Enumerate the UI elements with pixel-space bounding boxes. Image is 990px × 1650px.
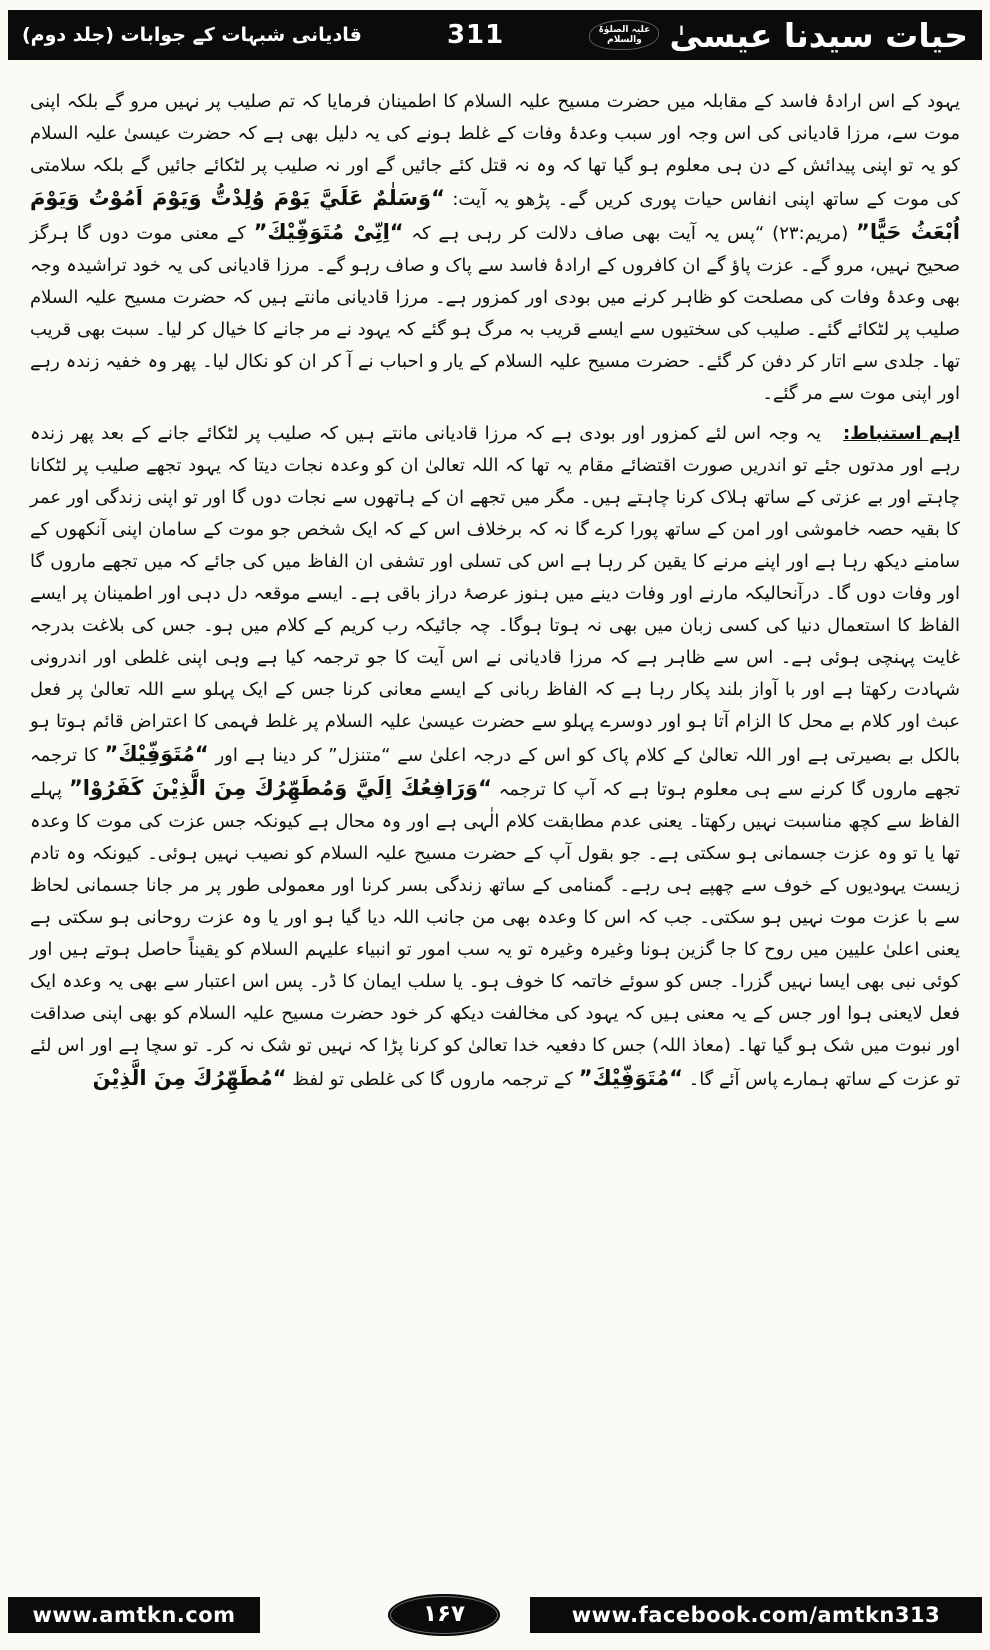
book-title-group [589, 15, 968, 55]
page-footer [0, 1594, 990, 1636]
page-number-top: 311 [446, 20, 505, 50]
paragraph-heading: اہم استنباط: [843, 423, 961, 444]
body-paragraph [30, 86, 960, 410]
page-number-bottom: ۱۶۷ [388, 1594, 500, 1636]
book-title: حیات سیدنا عیسیٰ [669, 15, 968, 55]
body-text-segment: کا ترجمہ تجھے ماروں گا کرنے سے ہی معلوم ہوتا ہے کہ آپ کا ترجمہ [30, 745, 960, 800]
quran-verse: “مُطَهِّرُكَ مِنَ الَّذِيْنَ [92, 1066, 287, 1090]
body-text-segment: پہلے الفاظ سے کچھ مناسبت نہیں رکھتا۔ یعنی عدم مطابقت کلام الٰہی ہے اور وہ محال ہے کیونکہ جس عزت کی موت کا وعدہ تھا یا تو وہ عزت جسمانی ہو سکتی ہے۔ جو بقول آپ کے حضرت مسیح علیہ السلام کو نصیب نہیں ہوئی۔ کیونکہ وہ تادم زیست یہودیوں کے خوف سے چھپے ہی رہے۔ گمنامی کے ساتھ زندگی بسر کرنا اور معمولی طور پر مر جانا جسمانی لحاظ سے با عزت موت نہیں ہو سکتی۔ جب کہ اس کا وعدہ بھی من جانب اللہ دیا گیا ہو اور یا وہ عزت روحانی ہو سکتی ہے یعنی اعلیٰ علیین میں روح کا جا گزین ہونا وغیرہ وغیرہ تو یہ سب امور تو انبیاء علیہم السلام کو یقیناً حاصل ہوتے ہیں اور کوئی نبی بھی ایسا نہیں گزرا۔ جس کو سوئے خاتمہ کا خوف ہو۔ یا سلب ایمان کا ڈر۔ پس اس اعتبار سے بھی یہ وعدہ ایک فعل لایعنی ہوا اور جس کے یہ معنی ہیں کہ یہود کی مخالفت دیکھ کر خود حضرت مسیح علیہ السلام کو بھی اپنی صداقت اور نبوت میں شک ہو گیا تھا۔ (معاذ اللہ) جس کا دفعیہ خدا تعالیٰ کو کرنا پڑا کہ نہیں تو شک نہ کر۔ تو سچا ہے اور اس لئے تو عزت کے ساتھ ہمارے پاس آئے گا۔ [30, 779, 960, 1090]
body-paragraph [30, 418, 960, 1096]
body-text-segment: (مریم:۲۳) “پس یہ آیت بھی صاف دلالت کر رہی ہے کہ [403, 223, 857, 244]
quran-verse: “اِنِّیْ مُتَوَفِّيْكَ” [253, 220, 404, 244]
book-subtitle: قادیانی شبہات کے جوابات (جلد دوم) [22, 24, 362, 46]
quran-verse: “وَسَلٰمٌ عَلَيَّ يَوْمَ وُلِدْتُّ وَيَوْمَ اَمُوْتُ وَيَوْمَ اُبْعَثُ حَيًّا” [30, 186, 960, 244]
page-header [8, 10, 982, 60]
body-text-segment: کے معنی موت دوں گا ہرگز صحیح نہیں، مرو گے۔ عزت پاؤ گے ان کافروں کے ارادۂ فاسد سے پاک و صاف رہو گے۔ مرزا قادیانی کی یہ خود تراشیدہ وجہ بھی وعدۂ وفات کی مصلحت کو ظاہر کرنے میں بودی اور کمزور ہے۔ مرزا قادیانی مانتے ہیں کہ حضرت مسیح علیہ السلام صلیب پر لٹکائے گئے۔ صلیب کی سختیوں سے ایسے قریب بہ مرگ ہو گئے کہ یہود نے مر جانے کا خیال کر لیا۔ سبت بھی قریب تھا۔ جلدی سے اتار کر دفن کر گئے۔ حضرت مسیح علیہ السلام کے یار و احباب نے آ کر ان کو نکال لیا۔ پھر وہ خفیہ زندہ رہے اور اپنی موت سے مر گئے۔ [30, 223, 960, 404]
body-text-segment: کے ترجمہ ماروں گا کی غلطی تو لفظ [286, 1069, 579, 1090]
salawat-seal-icon: علیہ الصلوٰۃ والسلام [589, 20, 659, 51]
website-url[interactable]: www.amtkn.com [8, 1597, 260, 1633]
body-text-segment: یہ وجہ اس لئے کمزور اور بودی ہے کہ مرزا قادیانی مانتے ہیں کہ صلیب پر لٹکائے جانے کے بعد پھر زندہ رہے اور مدتوں جئے تو اندریں صورت اقتضائے مقام یہ تھا کہ اللہ تعالیٰ ان کو وعدہ نجات دیتا کہ یہود تجھے صلیب پر لٹکانا چاہتے اور بے عزتی کے ساتھ ہلاک کرنا چاہتے ہیں۔ مگر میں تجھے ان کے ہاتھوں سے نجات دوں گا اور تو اپنی زندگی اور عمر کا بقیہ حصہ خاموشی اور امن کے ساتھ پورا کرے گا نہ کہ برخلاف اس کے کہ ایک شخص جو موت کے سامان اپنی آنکھوں کے سامنے دیکھ رہا ہے اور اپنے مرنے کا یقین کر رہا ہے اس کی تسلی اور تشفی ان الفاظ میں کی جائے کہ میں تجھے ماروں گا اور وفات دوں گا۔ درآنحالیکہ مارنے اور وفات دینے میں ہنوز عرصۂ دراز باقی ہے۔ ایسے موقعہ دل دہی اور اطمینان پر ایسے الفاظ کا استعمال دنیا کی کسی زبان میں بھی نہ ہوتا ہوگا۔ چہ جائیکہ رب کریم کے کلام میں ہو۔ جس کی بلاغت بدرجہ غایت پہنچی ہوئی ہے۔ اس سے ظاہر ہے کہ مرزا قادیانی نے اس آیت کا جو ترجمہ کیا ہے وہی اپنی غلطی اور اندرونی شہادت رکھتا ہے اور با آواز بلند پکار رہا ہے کہ الفاظ ربانی کے ایسے معانی کرنا جس کے ایک پہلو سے اللہ تعالیٰ پر فعل عبث اور کلام بے محل کا الزام آتا ہو اور دوسرے پہلو سے حضرت عیسیٰ علیہ السلام پر غلط فہمی کا اعتراض قائم ہوتا ہو بالکل بے بصیرتی ہے اور اللہ تعالیٰ کے کلام پاک کو اس کے درجہ اعلیٰ سے “متنزل” کر دینا ہے اور [30, 423, 960, 766]
quran-verse: “وَرَافِعُكَ اِلَيَّ وَمُطَهِّرُكَ مِنَ الَّذِيْنَ كَفَرُوْا” [68, 776, 492, 800]
facebook-url[interactable]: www.facebook.com/amtkn313 [530, 1597, 982, 1633]
quran-verse: “مُتَوَفِّيْكَ” [578, 1066, 683, 1090]
body-text-segment: یہود کے اس ارادۂ فاسد کے مقابلہ میں حضرت مسیح علیہ السلام کا اطمینان فرمایا کہ تم صلیب پر نہیں مرو گے بلکہ اپنی موت سے، مرزا قادیانی کی اس وجہ اور سبب وعدۂ وفات کے غلط ہونے کی یہ دلیل بھی ہے کہ حضرت عیسیٰ علیہ السلام کو یہ تو اپنی پیدائش کے دن ہی معلوم ہو گیا تھا کہ وہ نہ قتل کئے جائیں گے اور نہ صلیب پر لٹکائے جائیں گے بلکہ سلامتی کی موت کے ساتھ اپنی انفاس حیات پوری کریں گے۔ پڑھو یہ آیت: [30, 91, 960, 210]
body-text [30, 86, 960, 1096]
quran-verse: “مُتَوَفِّيْكَ” [104, 742, 209, 766]
